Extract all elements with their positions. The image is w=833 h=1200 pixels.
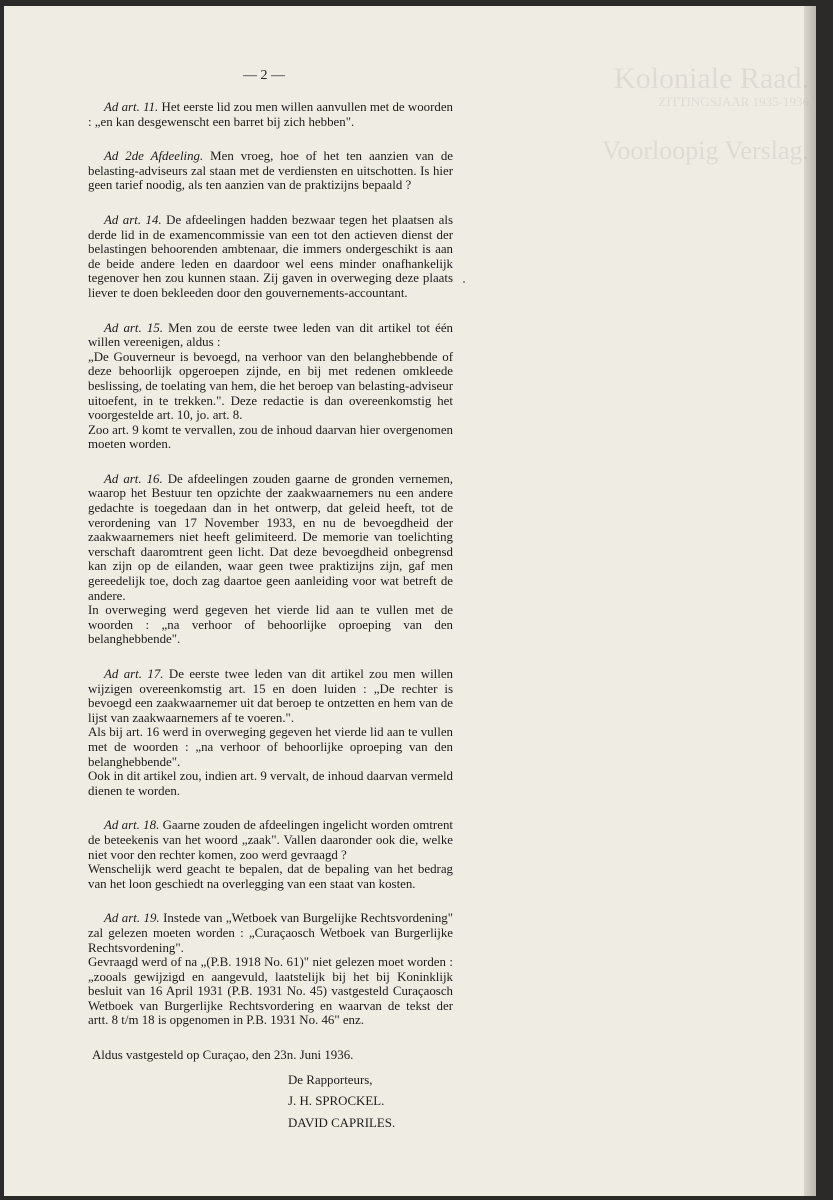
paragraph-art-19 xyxy=(88,911,453,955)
paragraph-art-18 xyxy=(88,818,453,862)
paragraph-afd-2 xyxy=(88,149,453,193)
article-label: Ad art. 18. xyxy=(104,818,160,833)
paragraph-art-14 xyxy=(88,213,453,301)
rapporteurs-label: De Rapporteurs, xyxy=(288,1072,373,1087)
body-text xyxy=(88,100,453,1137)
paragraph-text: Men zou de eerste twee leden van dit artikel tot één willen vereenigen, aldus : xyxy=(88,320,453,350)
bleed-through-title: Koloniale Raad. xyxy=(614,62,809,95)
paragraph-art-15-extra: Zoo art. 9 komt te vervallen, zou de inhoud daarvan hier overgenomen moeten worden. xyxy=(88,422,453,452)
bleed-through-text xyxy=(509,64,809,171)
paragraph-art-17-extra2: Ook in dit artikel zou, indien art. 9 vervalt, de inhoud daarvan vermeld dienen te worden. xyxy=(88,769,453,798)
page-edge xyxy=(804,6,816,1196)
paragraph-text: Men vroeg, hoe of het ten aanzien van de belasting-adviseurs zal staan met de verdiensten en uitschotten. Is hier geen tarief noodig, als ten aanzien van de praktizijns bepaald ? xyxy=(88,149,453,193)
paragraph-text: Het eerste lid zou men willen aanvullen met de woorden : „en kan desgewenscht een barret bij zich hebben". xyxy=(88,100,453,129)
signatory-2: DAVID CAPRILES. xyxy=(288,1115,396,1130)
paragraph-text: De eerste twee leden van dit artikel zou men willen wijzigen overeenkomstig art. 15 en doen luiden : „De rechter is bevoegd een zaakwaarnemer uit dat beroep te ontzetten en hem van de lijst van zaakwaarnemers af te voeren.". xyxy=(88,667,453,725)
document-page xyxy=(4,6,816,1196)
paragraph-art-19-extra: Gevraagd werd of na „(P.B. 1918 No. 61)" niet gelezen moet worden : „zooals gewijzigd en aangevuld, laatstelijk bij het bij Koninklijk besluit van 16 April 1931 (P.B. 1931 No. 45) vastgesteld Curaçaosch Wetboek van Burgerlijke Rechtsvordering en waarvan de tekst der artt. 8 t/m 18 is opgenomen in P.B. 1931 No. 46" enz. xyxy=(88,955,453,1028)
article-label: Ad art. 14. xyxy=(104,212,162,227)
paragraph-text: De afdeelingen hadden bezwaar tegen het plaatsen als derde lid in de examencommissie van een tot den actieven dienst der belastingen behoorenden ambtenaar, die immers ondergeschikt is aan de beide andere leden en daardoor wel eens minder onafhankelijk tegenover hen zou kunnen staan. Zij gaven in overweging deze plaats liever te doen bekleeden door den gouvernements-accountant. xyxy=(88,212,453,300)
article-label: Ad art. 17. xyxy=(104,667,164,681)
signatory-1: J. H. SPROCKEL. xyxy=(288,1094,385,1109)
paragraph-art-11 xyxy=(88,100,453,129)
page-number: — 2 — xyxy=(243,68,285,83)
bleed-through-heading: Voorloopig Verslag. xyxy=(601,136,809,165)
bleed-through-subtitle: ZITTINGSJAAR 1935-1936 xyxy=(658,94,809,109)
paragraph-art-17-extra: Als bij art. 16 werd in overweging gegeven het vierde lid aan te vullen met de woorden : „na verhoor of behoorlijke oproeping van den belanghebbende". xyxy=(88,725,453,769)
article-label: Ad art. 19. xyxy=(104,911,160,926)
article-label: Ad 2de Afdeeling. xyxy=(104,149,204,164)
date-line: Aldus vastgesteld op Curaçao, den 23n. Juni 1936. xyxy=(92,1048,354,1063)
paragraph-text: De afdeelingen zouden gaarne de gronden vernemen, waarop het Bestuur ten opzichte der zaakwaarnemers nu een andere gedachte is toegedaan dan in het ontwerp, dat geleid heeft, tot de verordening van 17 November 1933, en nu de bevoegdheid der zaakwaarnemers niet heeft gelimiteerd. De memorie van toelichting verschaft daaromtrent geen licht. Dat deze bevoegdheid onbegrensd kan zijn op de eilanden, waar geen twee praktizijns zijn, gaf men gereedelijk toe, doch zag daartoe geen aanleiding voor wat betreft de andere. xyxy=(88,471,453,603)
paragraph-art-16-extra: In overweging werd gegeven het vierde lid aan te vullen met de woorden : „na verhoor of behoorlijke oproeping van den belanghebbende". xyxy=(88,603,453,647)
paragraph-art-15 xyxy=(88,321,453,350)
article-label: Ad art. 16. xyxy=(104,471,163,486)
paragraph-text: Gaarne zouden de afdeelingen ingelicht worden omtrent de beteekenis van het woord „zaak". Vallen daaronder ook die, welke niet voor den rechter komen, zoo werd gevraagd ? xyxy=(88,818,453,862)
article-label: Ad art. 15. xyxy=(104,320,163,335)
paragraph-text: Instede van „Wetboek van Burgelijke Rechtsvordening" zal gelezen moeten worden : „Curaçaosch Wetboek van Burgerlijke Rechtsvordening". xyxy=(88,911,453,955)
paragraph-art-15-quote: „De Gouverneur is bevoegd, na verhoor van den belanghebbende of deze behoorlijk opgeroepen zijnde, en bij met redenen omkleede beslissing, de toelating van hem, die het beroep van belasting-adviseur uitoefent, in te trekken.". Deze redactie is dan overeenkomstig het voorgestelde art. 10, jo. art. 8. xyxy=(88,349,453,423)
paragraph-art-18-extra: Wenschelijk werd geacht te bepalen, dat de bepaling van het bedrag van het loon geschiedt na overlegging van een staat van kosten. xyxy=(88,862,453,891)
article-label: Ad art. 11. xyxy=(104,100,159,114)
paragraph-art-16 xyxy=(88,472,453,603)
paragraph-art-17 xyxy=(88,667,453,725)
closing-block xyxy=(88,1048,453,1130)
specks xyxy=(463,281,465,283)
